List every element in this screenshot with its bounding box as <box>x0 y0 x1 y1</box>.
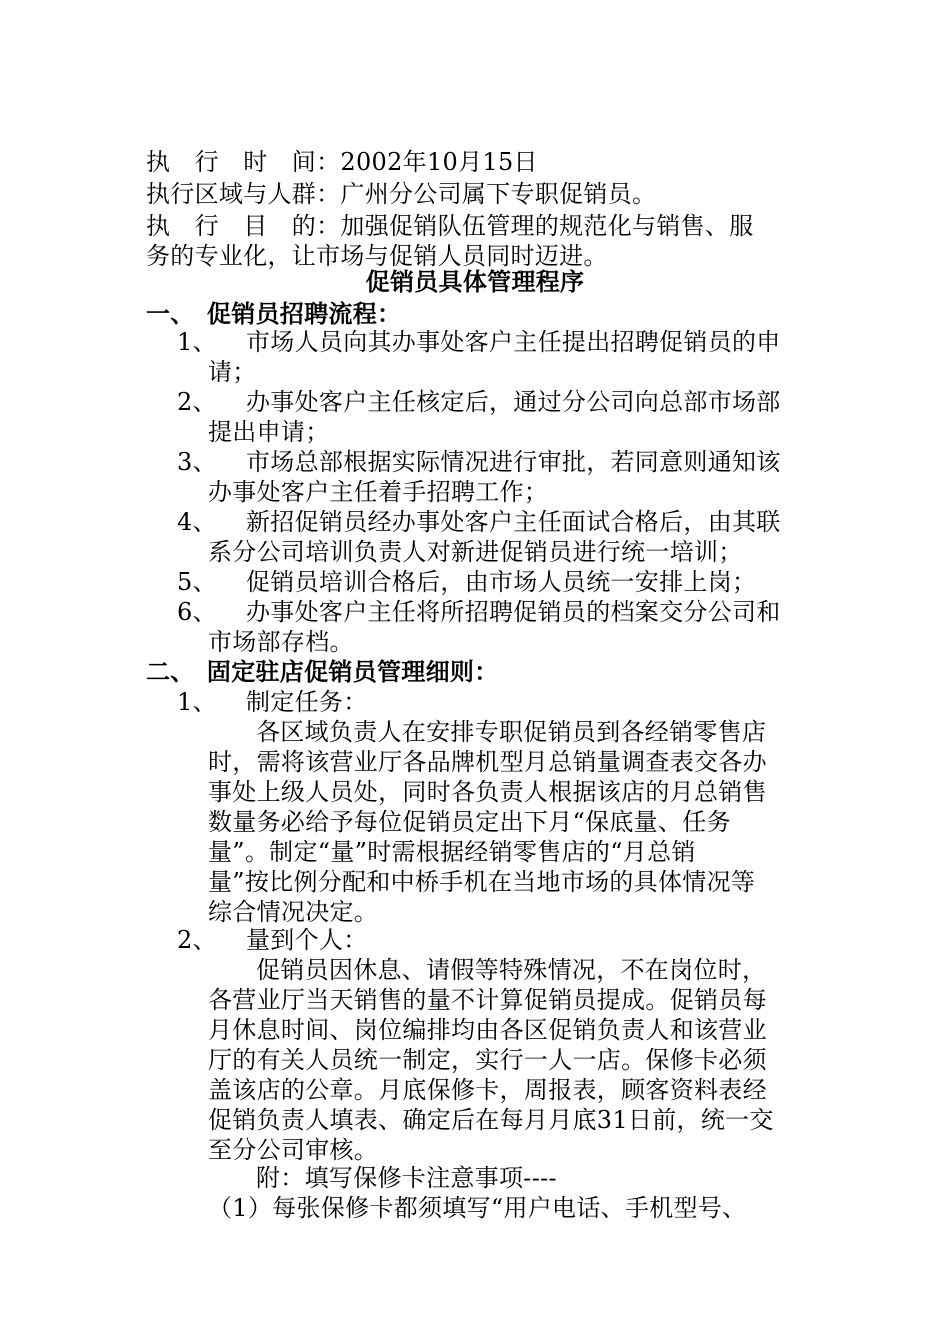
document-title: 促销员具体管理程序 <box>365 267 585 296</box>
section2-item1-line4: 数量务必给予每位促销员定出下月“保底量、任务 <box>208 808 731 836</box>
section1-item4-line1: 新招促销员经办事处客户主任面试合格后，由其联 <box>246 508 781 536</box>
section2-heading: 二、 固定驻店促销员管理细则： <box>146 657 499 686</box>
exec-time-label: 执 行 时 间： <box>146 148 341 176</box>
section2-item1-line6: 量”按比例分配和中桥手机在当地市场的具体情况等 <box>208 868 756 896</box>
exec-goal-label: 执 行 目 的： <box>146 212 341 240</box>
section1-item4-line2: 系分公司培训负责人对新进促销员进行统一培训； <box>208 538 743 566</box>
section2-item2-line3: 月休息时间、岗位编排均由各区促销负责人和该营业 <box>208 1016 767 1044</box>
section2-item2-line5: 盖该店的公章。月底保修卡，周报表，顾客资料表经 <box>208 1076 767 1104</box>
section2-item2-line6: 促销负责人填表、确定后在每月月底31日前，统一交 <box>208 1106 774 1134</box>
section2-item1-line3: 事处上级人员处，同时各负责人根据该店的月总销售 <box>208 778 767 806</box>
section2-item1-line5: 量”。制定“量”时需根据经销零售店的“月总销 <box>208 838 696 866</box>
section1-item3-line1: 市场总部根据实际情况进行审批，若同意则通知该 <box>246 448 781 476</box>
appendix-item1: （1）每张保修卡都须填写“用户电话、手机型号、 <box>208 1194 747 1222</box>
section2-item2-line2: 各营业厅当天销售的量不计算促销员提成。促销员每 <box>208 986 767 1014</box>
section2-item2-title: 量到个人： <box>246 926 368 954</box>
section1-item5-no: 5、 <box>177 568 217 596</box>
exec-area-line <box>146 178 656 210</box>
section1-item2-no: 2、 <box>177 388 217 416</box>
section1-item3-line2: 办事处客户主任着手招聘工作； <box>208 478 549 506</box>
section1-item1-no: 1、 <box>177 328 217 356</box>
exec-goal-line <box>146 210 754 242</box>
section2-item2-line4: 厅的有关人员统一制定，实行一人一店。保修卡必须 <box>208 1046 767 1074</box>
section1-item6-line2: 市场部存档。 <box>208 628 354 656</box>
appendix-title: 附：填写保修卡注意事项---- <box>256 1164 557 1192</box>
exec-time-line <box>146 146 538 178</box>
exec-time-value: 2002年10月15日 <box>340 148 538 176</box>
section1-item1-line2: 请； <box>208 358 257 386</box>
section2-item1-title: 制定任务： <box>246 688 368 716</box>
section2-item2-no: 2、 <box>177 926 217 954</box>
section1-item2-line1: 办事处客户主任核定后，通过分公司向总部市场部 <box>246 388 781 416</box>
section1-heading: 一、 促销员招聘流程： <box>146 299 402 328</box>
section1-item6-line1: 办事处客户主任将所招聘促销员的档案交分公司和 <box>246 598 781 626</box>
exec-goal-text-1: 加强促销队伍管理的规范化与销售、服 <box>340 212 754 240</box>
section1-item2-line2: 提出申请； <box>208 418 330 446</box>
section1-item3-no: 3、 <box>177 448 217 476</box>
section1-item1-line1: 市场人员向其办事处客户主任提出招聘促销员的申 <box>246 328 781 356</box>
section2-item1-no: 1、 <box>177 688 217 716</box>
section2-item1-line7: 综合情况决定。 <box>208 898 379 926</box>
section2-item1-line2: 时，需将该营业厅各品牌机型月总销量调查表交各办 <box>208 748 767 776</box>
exec-area-value: 广州分公司属下专职促销员。 <box>340 180 657 208</box>
section2-item2-line7: 至分公司审核。 <box>208 1136 379 1164</box>
exec-goal-text-2: 务的专业化，让市场与促销人员同时迈进。 <box>146 242 608 270</box>
section1-item6-no: 6、 <box>177 598 217 626</box>
section2-item2-line1: 促销员因休息、请假等特殊情况，不在岗位时， <box>256 956 767 984</box>
section1-item5-line1: 促销员培训合格后，由市场人员统一安排上岗； <box>246 568 757 596</box>
section1-item4-no: 4、 <box>177 508 217 536</box>
section2-item1-line1: 各区域负责人在安排专职促销员到各经销零售店 <box>256 718 767 746</box>
exec-area-label: 执行区域与人群： <box>146 180 341 208</box>
